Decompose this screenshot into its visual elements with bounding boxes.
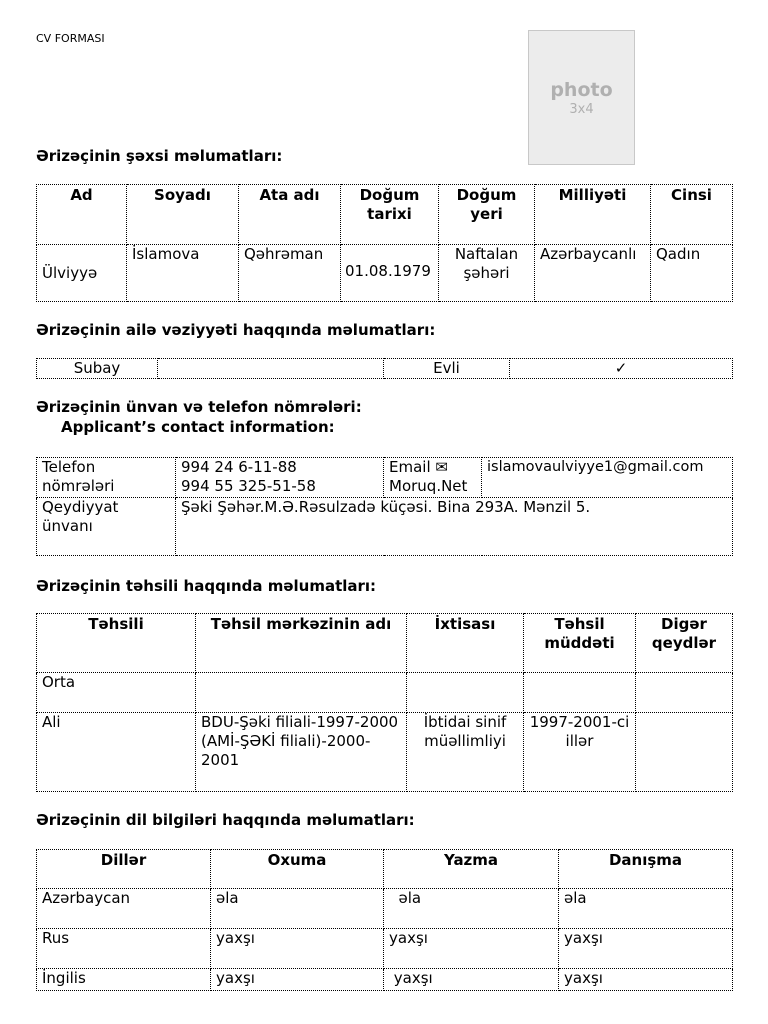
header-oxuma: Oxuma	[211, 850, 384, 889]
header-danisma: Danışma	[559, 850, 733, 889]
education-row-orta	[37, 673, 733, 713]
lang-write: yaxşı	[384, 969, 559, 991]
edu-period-ali: 1997-2001-ci illər	[524, 713, 636, 792]
lang-read: yaxşı	[211, 969, 384, 991]
phone-label: Telefon nömrələri	[42, 458, 115, 495]
contact-table	[36, 457, 733, 556]
lang-speak: yaxşı	[559, 969, 733, 991]
languages-table	[36, 849, 733, 991]
value-ad: Ülviyyə	[37, 245, 127, 302]
education-table	[36, 613, 733, 792]
phone-number-1: 994 24 6-11-88	[181, 458, 297, 476]
email-address: islamovaulviyye1@gmail.com	[482, 458, 733, 498]
languages-header-row	[37, 850, 733, 889]
email-label-cell	[384, 458, 482, 498]
personal-table	[36, 184, 733, 302]
education-header-row	[37, 614, 733, 673]
single-value	[158, 359, 384, 379]
lang-read: yaxşı	[211, 929, 384, 969]
header-yazma: Yazma	[384, 850, 559, 889]
lang-speak: yaxşı	[559, 929, 733, 969]
married-checkmark: ✓	[510, 359, 733, 379]
education-section-title: Ərizəçinin təhsili haqqında məlumatları:	[36, 577, 377, 595]
photo-placeholder	[528, 30, 635, 165]
edu-center-ali-line-2: (AMİ-ŞƏKİ filiali)-2000-2001	[201, 732, 371, 769]
contact-section-title: Ərizəçinin ünvan və telefon nömrələri:	[36, 398, 362, 416]
document-title: CV FORMASI	[36, 32, 105, 45]
address-label: Qeydiyyat ünvanı	[37, 498, 176, 556]
lang-name: İngilis	[37, 969, 211, 991]
edu-level-orta: Orta	[37, 673, 196, 713]
single-label: Subay	[37, 359, 158, 379]
header-dogum-tarixi: Doğum tarixi	[341, 185, 439, 245]
lang-read: əla	[211, 889, 384, 929]
value-dogum-tarixi: 01.08.1979	[341, 245, 439, 302]
phone-number-2: 994 55 325-51-58	[181, 477, 316, 495]
edu-level-ali: Ali	[37, 713, 196, 792]
value-cinsi: Qadın	[651, 245, 733, 302]
phone-numbers	[176, 458, 384, 498]
header-ixtisasi: İxtisası	[407, 614, 524, 673]
header-tehsili: Təhsili	[37, 614, 196, 673]
header-diller: Dillər	[37, 850, 211, 889]
contact-section-subtitle: Applicant’s contact information:	[61, 418, 335, 436]
lang-speak: əla	[559, 889, 733, 929]
edu-specialty-orta	[407, 673, 524, 713]
language-row	[37, 969, 733, 991]
language-row	[37, 929, 733, 969]
email-label: Email	[389, 458, 431, 476]
header-tehsil-merkezi: Təhsil mərkəzinin adı	[196, 614, 407, 673]
family-section-title: Ərizəçinin ailə vəziyyəti haqqında məlumatları:	[36, 321, 436, 339]
header-soyadi: Soyadı	[127, 185, 239, 245]
header-diger-qeydler: Digər qeydlər	[636, 614, 733, 673]
value-soyadi: İslamova	[127, 245, 239, 302]
family-row	[37, 359, 733, 379]
married-label: Evli	[384, 359, 510, 379]
value-dogum-yeri: Naftalan şəhəri	[439, 245, 535, 302]
value-milliyeti: Azərbaycanlı	[535, 245, 651, 302]
header-cinsi: Cinsi	[651, 185, 733, 245]
lang-name: Rus	[37, 929, 211, 969]
edu-notes-orta	[636, 673, 733, 713]
languages-section-title: Ərizəçinin dil bilgiləri haqqında məlumatları:	[36, 811, 415, 829]
education-row-ali	[37, 713, 733, 792]
contact-phone-row	[37, 458, 733, 498]
edu-center-ali-line-1: BDU-Şəki filiali-1997-2000	[201, 713, 399, 731]
photo-size: 3x4	[569, 102, 594, 117]
edu-center-ali	[196, 713, 407, 792]
header-ad: Ad	[37, 185, 127, 245]
lang-name: Azərbaycan	[37, 889, 211, 929]
header-tehsil-muddeti: Təhsil müddəti	[524, 614, 636, 673]
lang-write: yaxşı	[384, 929, 559, 969]
header-ata-adi: Ata adı	[239, 185, 341, 245]
personal-value-row	[37, 245, 733, 302]
edu-notes-ali	[636, 713, 733, 792]
header-milliyeti: Milliyəti	[535, 185, 651, 245]
contact-address-row	[37, 498, 733, 556]
value-ata-adi: Qəhrəman	[239, 245, 341, 302]
edu-center-orta	[196, 673, 407, 713]
edu-period-orta	[524, 673, 636, 713]
personal-header-row	[37, 185, 733, 245]
address-value: Şəki Şəhər.M.Ə.Rəsulzadə küçəsi. Bina 293A. Mənzil 5.	[176, 498, 733, 556]
language-row	[37, 889, 733, 929]
header-dogum-yeri: Doğum yeri	[439, 185, 535, 245]
phone-label-cell	[37, 458, 176, 498]
personal-section-title: Ərizəçinin şəxsi məlumatları:	[36, 147, 283, 165]
lang-write: əla	[384, 889, 559, 929]
edu-specialty-ali: İbtidai sinif müəllimliyi	[407, 713, 524, 792]
family-table	[36, 358, 733, 379]
email-provider: Moruq.Net	[389, 477, 468, 495]
envelope-icon: ✉	[435, 458, 448, 476]
photo-label: photo	[550, 79, 613, 101]
